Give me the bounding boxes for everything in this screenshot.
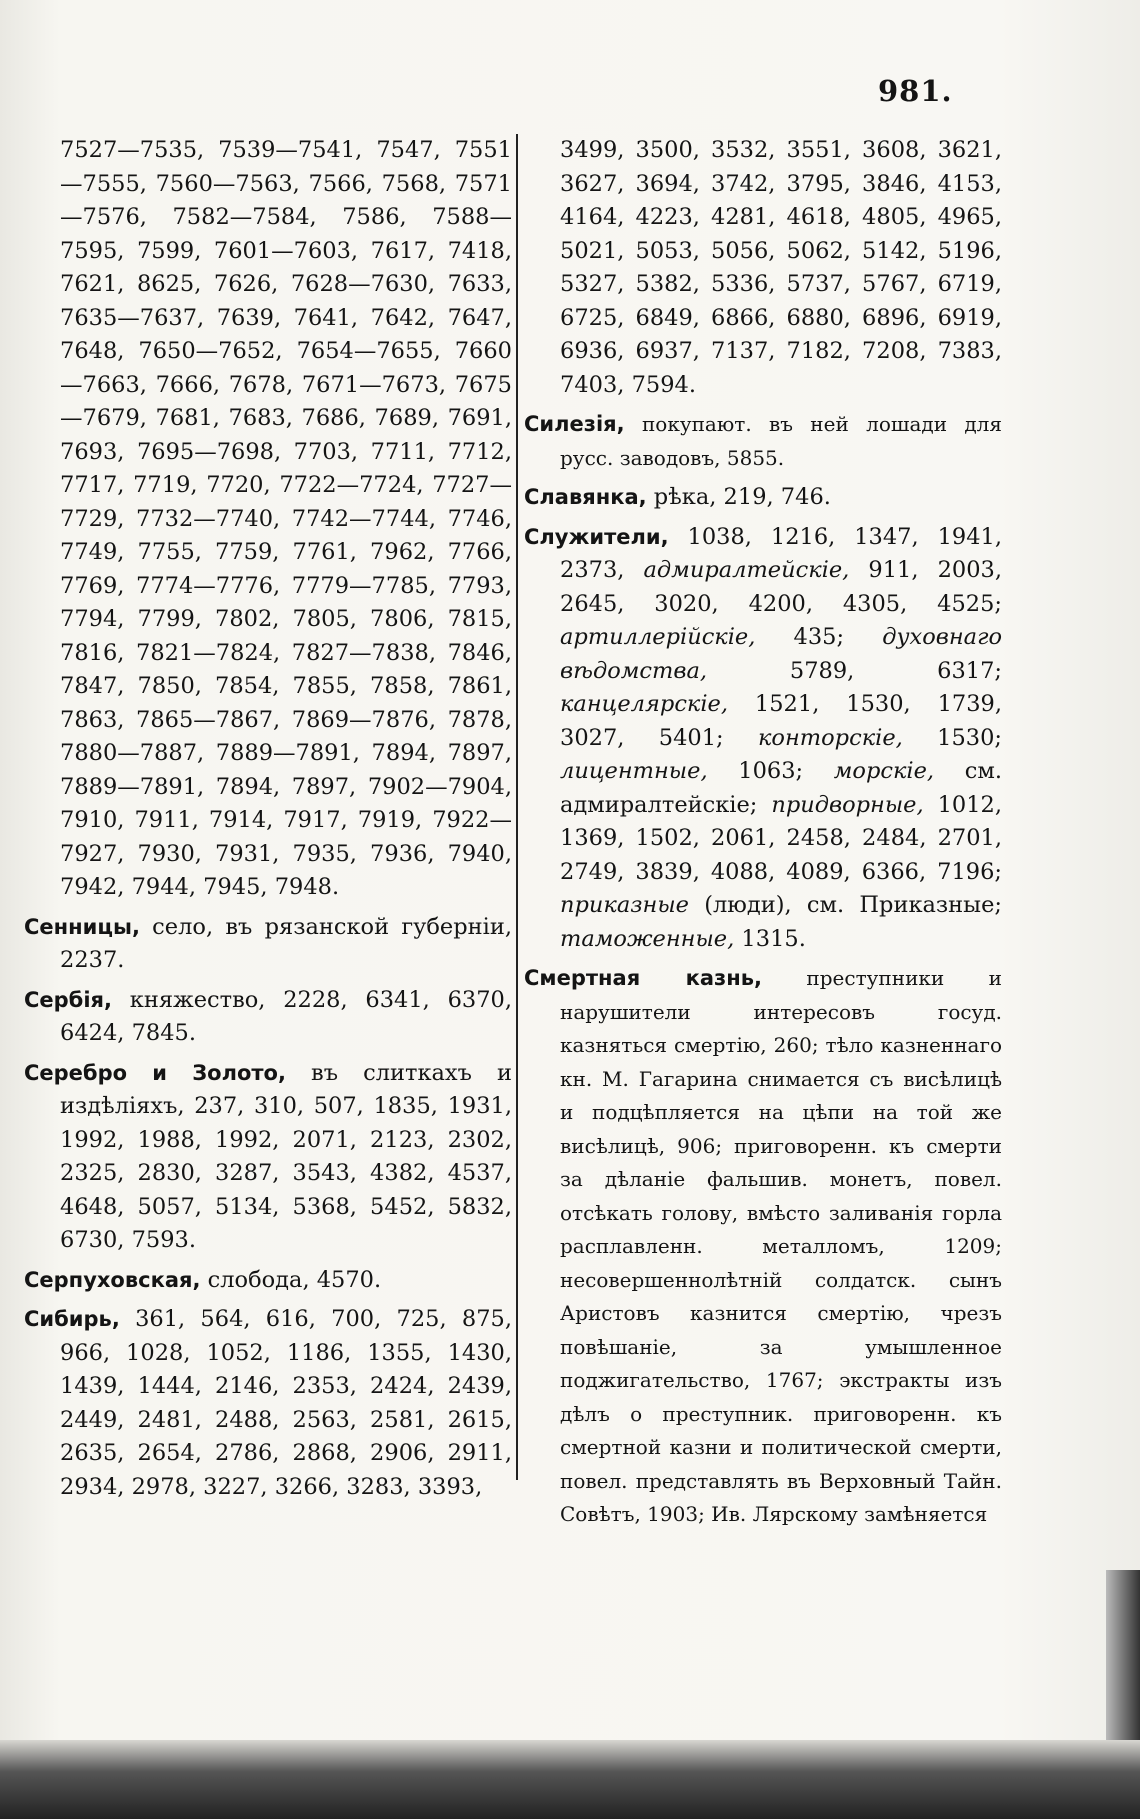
- entry-text: 3499, 3500, 3532, 3551, 3608, 3621, 3627, 3694, 3742, 3795, 3846, 4153, 4164, 4223, 4281, 4618, 4805, 4965, 5021, 5053, 5056, 5062, 5142, 5196, 5327, 5382, 5336, 5737, 5767, 6719, 6725, 6849, 6866, 6880, 6896, 6919, 6936, 6937, 7137, 7182, 7208, 7383, 7403, 7594.: [560, 137, 1002, 398]
- entry-headword: Силезія,: [524, 412, 625, 436]
- entry-text: 5789, 6317;: [707, 657, 1002, 684]
- right-column: [524, 134, 1002, 1538]
- entry-text: 435;: [755, 624, 883, 650]
- list-item: [524, 481, 1002, 515]
- list-item: [24, 1264, 512, 1298]
- list-item: [24, 1303, 512, 1504]
- entry-text: преступники и нарушители интересовъ госуд. казняться смертію, 260; тѣло казненнаго кн. М. Гагарина снимается съ висѣлицѣ и подцѣпляется на цѣпи на той же висѣлицѣ, 906; приговоренн. къ смерти за дѣланіе фальшив. монетъ, повел. отсѣкать голову, вмѣсто заливанія горла расплавленн. металломъ, 1209; несовершеннолѣтній солдатск. сынъ Аристовъ казнится смертію, чрезъ повѣшаніе, за умышленное поджигательство, 1767; экстракты изъ дѣлъ о преступник. приговоренн. къ смертной казни и политической смерти, повел. представлять въ Верховный Тайн. Совѣтъ, 1903; Ив. Лярскому замѣняется: [560, 966, 1002, 1526]
- entry-headword: Смертная казнь,: [524, 966, 762, 990]
- entry-italic: морскіе,: [833, 758, 935, 784]
- entry-italic: таможенные,: [560, 925, 735, 952]
- list-item: [524, 962, 1002, 1532]
- entry-italic: придворные,: [771, 791, 924, 818]
- list-item: [524, 521, 1002, 957]
- entry-headword: Серебро и Золото,: [24, 1060, 286, 1085]
- entry-text: (люди), см. Приказные;: [688, 892, 1002, 918]
- list-item: [24, 911, 512, 978]
- left-column: [24, 134, 512, 1510]
- entry-text: 1012, 1369, 1502, 2061, 2458, 2484, 2701, 2749, 3839, 4088, 4089, 6366, 7196;: [560, 791, 1002, 885]
- entry-headword: Сибирь,: [24, 1307, 120, 1331]
- entry-text: покупают. въ ней лошади для русс. заводовъ, 5855.: [560, 412, 1002, 470]
- entry-italic: адмиралтейскіе,: [643, 557, 850, 583]
- entry-headword: Сенницы,: [24, 914, 140, 939]
- scan-bottom-shadow: [0, 1740, 1140, 1819]
- entry-text: 361, 564, 616, 700, 725, 875, 966, 1028, 1052, 1186, 1355, 1430, 1439, 1444, 2146, 2353, 2424, 2439, 2449, 2481, 2488, 2563, 2581, 2615, 2635, 2654, 2786, 2868, 2906, 2911, 2934, 2978, 3227, 3266, 3283, 3393,: [60, 1306, 512, 1500]
- page-number: 981.: [878, 74, 953, 108]
- column-divider: [516, 134, 518, 1480]
- entry-text: 911, 2003, 2645, 3020, 4200, 4305, 4525;: [560, 557, 1002, 617]
- list-item: [524, 408, 1002, 475]
- entry-text: 1521, 1530, 1739, 3027, 5401;: [560, 691, 1002, 751]
- entry-headword: Серпуховская,: [24, 1267, 201, 1292]
- entry-headword: Сербія,: [24, 987, 113, 1012]
- entry-text: рѣка, 219, 746.: [646, 484, 831, 510]
- entry-text: княжество, 2228, 6341, 6370, 6424, 7845.: [60, 986, 512, 1046]
- entry-italic: лицентные,: [560, 758, 708, 784]
- entry-headword: Славянка,: [524, 485, 647, 509]
- entry-text: 1038, 1216, 1347, 1941, 2373,: [560, 523, 1002, 583]
- entry-italic: артиллерійскіе,: [560, 624, 756, 650]
- entry-text: 1530;: [902, 724, 1003, 751]
- entry-text: см. адмиралтейскіе;: [560, 758, 1002, 818]
- entry-italic: конторскіе,: [758, 724, 903, 751]
- entry-headword: Служители,: [524, 524, 669, 549]
- entry-italic: приказные: [560, 892, 689, 918]
- list-item: [24, 984, 512, 1051]
- entry-text: слобода, 4570.: [200, 1266, 382, 1293]
- entry-text: 1063;: [707, 758, 834, 784]
- list-item: [24, 1057, 512, 1258]
- entry-text: въ слиткахъ и издѣліяхъ, 237, 310, 507, 1835, 1931, 1992, 1988, 1992, 2071, 2123, 2302, 2325, 2830, 3287, 3543, 4382, 4537, 4648, 5057, 5134, 5368, 5452, 5832, 6730, 7593.: [60, 1059, 512, 1253]
- list-item: [24, 134, 512, 905]
- list-item: [524, 134, 1002, 402]
- entry-italic: духовнаго вѣдомства,: [560, 624, 1002, 684]
- entry-italic: канцелярскіе,: [560, 691, 729, 717]
- entry-text: село, въ рязанской губерніи, 2237.: [60, 913, 512, 973]
- entry-text: 1315.: [734, 925, 806, 952]
- entry-text: 7527—7535, 7539—7541, 7547, 7551—7555, 7560—7563, 7566, 7568, 7571—7576, 7582—7584, 7586, 7588—7595, 7599, 7601—7603, 7617, 7418, 7621, 8625, 7626, 7628—7630, 7633, 7635—7637, 7639, 7641, 7642, 7647, 7648, 7650—7652, 7654—7655, 7660—7663, 7666, 7678, 7671—7673, 7675—7679, 7681, 7683, 7686, 7689, 7691, 7693, 7695—7698, 7703, 7711, 7712, 7717, 7719, 7720, 7722—7724, 7727—7729, 7732—7740, 7742—7744, 7746, 7749, 7755, 7759, 7761, 7962, 7766, 7769, 7774—7776, 7779—7785, 7793, 7794, 7799, 7802, 7805, 7806, 7815, 7816, 7821—7824, 7827—7838, 7846, 7847, 7850, 7854, 7855, 7858, 7861, 7863, 7865—7867, 7869—7876, 7878, 7880—7887, 7889—7891, 7894, 7897, 7889—7891, 7894, 7897, 7902—7904, 7910, 7911, 7914, 7917, 7919, 7922—7927, 7930, 7931, 7935, 7936, 7940, 7942, 7944, 7945, 7948.: [60, 137, 512, 900]
